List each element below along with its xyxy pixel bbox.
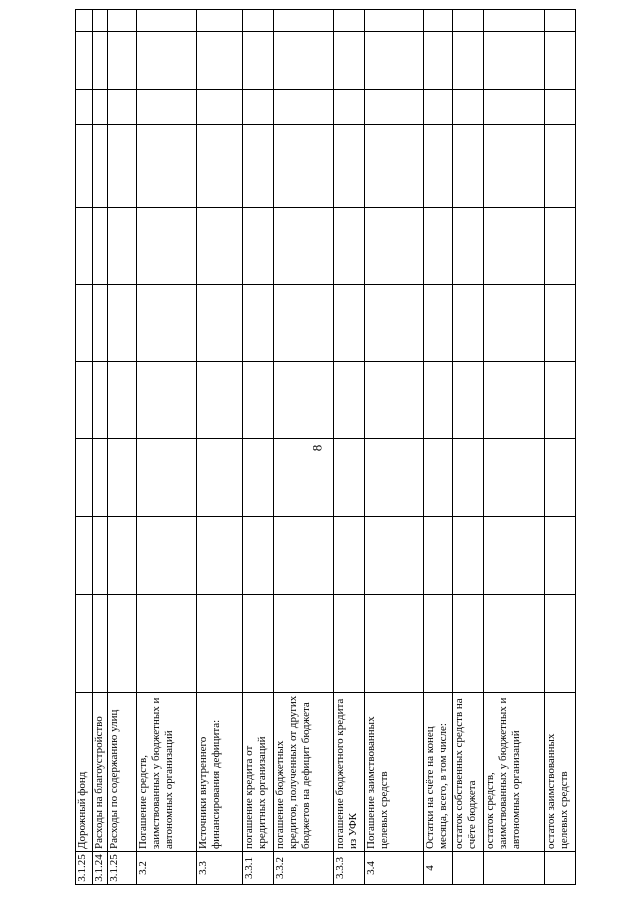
table-row	[137, 10, 197, 885]
empty-cell	[544, 595, 575, 693]
empty-cell	[76, 32, 93, 90]
empty-cell	[364, 10, 423, 32]
row-label: погашение бюджетных кредитов, полученных от других бюджетов на дефицит бюджета	[273, 693, 333, 852]
empty-cell	[137, 439, 197, 517]
empty-cell	[242, 517, 273, 595]
empty-cell	[364, 125, 423, 208]
empty-cell	[364, 32, 423, 90]
row-label: остаток средств, заимствованных у бюджетных и автономных организаций	[483, 693, 544, 852]
empty-cell	[76, 595, 93, 693]
empty-cell	[197, 285, 243, 362]
row-label: Источники внутреннего финансирования дефицита:	[197, 693, 243, 852]
empty-cell	[108, 285, 137, 362]
empty-cell	[423, 517, 452, 595]
row-label: Дорожный фонд	[76, 693, 93, 852]
empty-cell	[364, 439, 423, 517]
empty-cell	[137, 10, 197, 32]
page-number: 8	[309, 444, 325, 452]
table-row	[333, 10, 364, 885]
empty-cell	[452, 208, 483, 285]
empty-cell	[273, 439, 333, 517]
empty-cell	[242, 439, 273, 517]
empty-cell	[108, 208, 137, 285]
empty-cell	[483, 439, 544, 517]
empty-cell	[483, 32, 544, 90]
table-row	[483, 10, 544, 885]
table-row	[108, 10, 137, 885]
empty-cell	[452, 285, 483, 362]
empty-cell	[364, 208, 423, 285]
empty-cell	[544, 362, 575, 439]
empty-cell	[197, 517, 243, 595]
empty-cell	[92, 517, 108, 595]
empty-cell	[273, 32, 333, 90]
empty-cell	[92, 32, 108, 90]
empty-cell	[452, 90, 483, 125]
empty-cell	[242, 285, 273, 362]
empty-cell	[423, 10, 452, 32]
empty-cell	[108, 439, 137, 517]
row-label: остаток заимствованных целевых средств	[544, 693, 575, 852]
row-label: погашение кредита от кредитных организаций	[242, 693, 273, 852]
empty-cell	[197, 595, 243, 693]
empty-cell	[76, 10, 93, 32]
empty-cell	[452, 32, 483, 90]
empty-cell	[333, 32, 364, 90]
empty-cell	[137, 90, 197, 125]
empty-cell	[92, 362, 108, 439]
empty-cell	[364, 595, 423, 693]
row-number: 3.1.25	[76, 852, 93, 885]
empty-cell	[273, 285, 333, 362]
table-row	[452, 10, 483, 885]
table-row	[544, 10, 575, 885]
empty-cell	[483, 125, 544, 208]
empty-cell	[137, 595, 197, 693]
row-label: остаток собственных средств на счёте бюджета	[452, 693, 483, 852]
empty-cell	[452, 10, 483, 32]
empty-cell	[92, 595, 108, 693]
empty-cell	[92, 285, 108, 362]
empty-cell	[333, 285, 364, 362]
empty-cell	[242, 90, 273, 125]
empty-cell	[137, 125, 197, 208]
empty-cell	[108, 32, 137, 90]
empty-cell	[197, 90, 243, 125]
row-number: 3.1.25	[108, 852, 137, 885]
empty-cell	[137, 208, 197, 285]
empty-cell	[242, 32, 273, 90]
empty-cell	[452, 439, 483, 517]
empty-cell	[544, 285, 575, 362]
empty-cell	[92, 208, 108, 285]
table-row	[423, 10, 452, 885]
empty-cell	[544, 517, 575, 595]
budget-table	[75, 9, 576, 885]
row-number: 3.3.3	[333, 852, 364, 885]
empty-cell	[242, 362, 273, 439]
empty-cell	[76, 362, 93, 439]
row-label: Расходы на благоустройство	[92, 693, 108, 852]
empty-cell	[197, 208, 243, 285]
empty-cell	[423, 208, 452, 285]
empty-cell	[423, 90, 452, 125]
row-number: 3.3.1	[242, 852, 273, 885]
row-number: 3.2	[137, 852, 197, 885]
empty-cell	[197, 362, 243, 439]
empty-cell	[197, 125, 243, 208]
empty-cell	[137, 517, 197, 595]
empty-cell	[452, 362, 483, 439]
empty-cell	[423, 595, 452, 693]
table-row	[242, 10, 273, 885]
table-row	[273, 10, 333, 885]
empty-cell	[197, 439, 243, 517]
empty-cell	[483, 208, 544, 285]
table-body	[76, 10, 576, 885]
empty-cell	[333, 439, 364, 517]
empty-cell	[364, 285, 423, 362]
row-label: погашение бюджетного кредита из УФК	[333, 693, 364, 852]
empty-cell	[364, 362, 423, 439]
row-number: 3.3	[197, 852, 243, 885]
empty-cell	[452, 595, 483, 693]
empty-cell	[137, 32, 197, 90]
row-number	[544, 852, 575, 885]
empty-cell	[544, 125, 575, 208]
empty-cell	[423, 32, 452, 90]
table-row	[76, 10, 93, 885]
empty-cell	[483, 90, 544, 125]
empty-cell	[544, 32, 575, 90]
empty-cell	[108, 362, 137, 439]
empty-cell	[273, 595, 333, 693]
empty-cell	[452, 125, 483, 208]
empty-cell	[92, 90, 108, 125]
empty-cell	[137, 362, 197, 439]
empty-cell	[544, 439, 575, 517]
empty-cell	[364, 90, 423, 125]
empty-cell	[483, 595, 544, 693]
empty-cell	[273, 10, 333, 32]
empty-cell	[273, 208, 333, 285]
empty-cell	[76, 90, 93, 125]
row-number: 3.4	[364, 852, 423, 885]
empty-cell	[197, 32, 243, 90]
table-row	[92, 10, 108, 885]
empty-cell	[333, 208, 364, 285]
row-label: Погашение средств, заимствованных у бюджетных и автономных организаций	[137, 693, 197, 852]
empty-cell	[483, 10, 544, 32]
empty-cell	[483, 517, 544, 595]
empty-cell	[273, 517, 333, 595]
row-number	[483, 852, 544, 885]
empty-cell	[242, 125, 273, 208]
empty-cell	[92, 439, 108, 517]
row-number: 3.1.24	[92, 852, 108, 885]
empty-cell	[333, 90, 364, 125]
row-number	[452, 852, 483, 885]
empty-cell	[273, 362, 333, 439]
empty-cell	[108, 90, 137, 125]
empty-cell	[242, 595, 273, 693]
empty-cell	[76, 208, 93, 285]
empty-cell	[92, 125, 108, 208]
empty-cell	[452, 517, 483, 595]
empty-cell	[423, 285, 452, 362]
empty-cell	[333, 517, 364, 595]
empty-cell	[333, 10, 364, 32]
empty-cell	[273, 125, 333, 208]
empty-cell	[333, 595, 364, 693]
empty-cell	[423, 439, 452, 517]
empty-cell	[197, 10, 243, 32]
empty-cell	[76, 439, 93, 517]
empty-cell	[333, 362, 364, 439]
empty-cell	[273, 90, 333, 125]
empty-cell	[483, 362, 544, 439]
empty-cell	[483, 285, 544, 362]
empty-cell	[76, 125, 93, 208]
empty-cell	[242, 208, 273, 285]
empty-cell	[333, 125, 364, 208]
row-number: 4	[423, 852, 452, 885]
empty-cell	[544, 10, 575, 32]
empty-cell	[76, 517, 93, 595]
empty-cell	[364, 517, 423, 595]
row-label: Остатки на счёте на конец месяца, всего, в том числе:	[423, 693, 452, 852]
empty-cell	[544, 90, 575, 125]
table-row	[197, 10, 243, 885]
empty-cell	[544, 208, 575, 285]
empty-cell	[242, 10, 273, 32]
table-row	[364, 10, 423, 885]
empty-cell	[92, 10, 108, 32]
empty-cell	[76, 285, 93, 362]
row-label: Погашение заимствованных целевых средств	[364, 693, 423, 852]
rotated-table-container	[75, 10, 576, 885]
empty-cell	[108, 517, 137, 595]
row-number: 3.3.2	[273, 852, 333, 885]
empty-cell	[423, 362, 452, 439]
empty-cell	[108, 125, 137, 208]
row-label: Расходы по содержанию улиц	[108, 693, 137, 852]
empty-cell	[137, 285, 197, 362]
empty-cell	[423, 125, 452, 208]
empty-cell	[108, 595, 137, 693]
empty-cell	[108, 10, 137, 32]
